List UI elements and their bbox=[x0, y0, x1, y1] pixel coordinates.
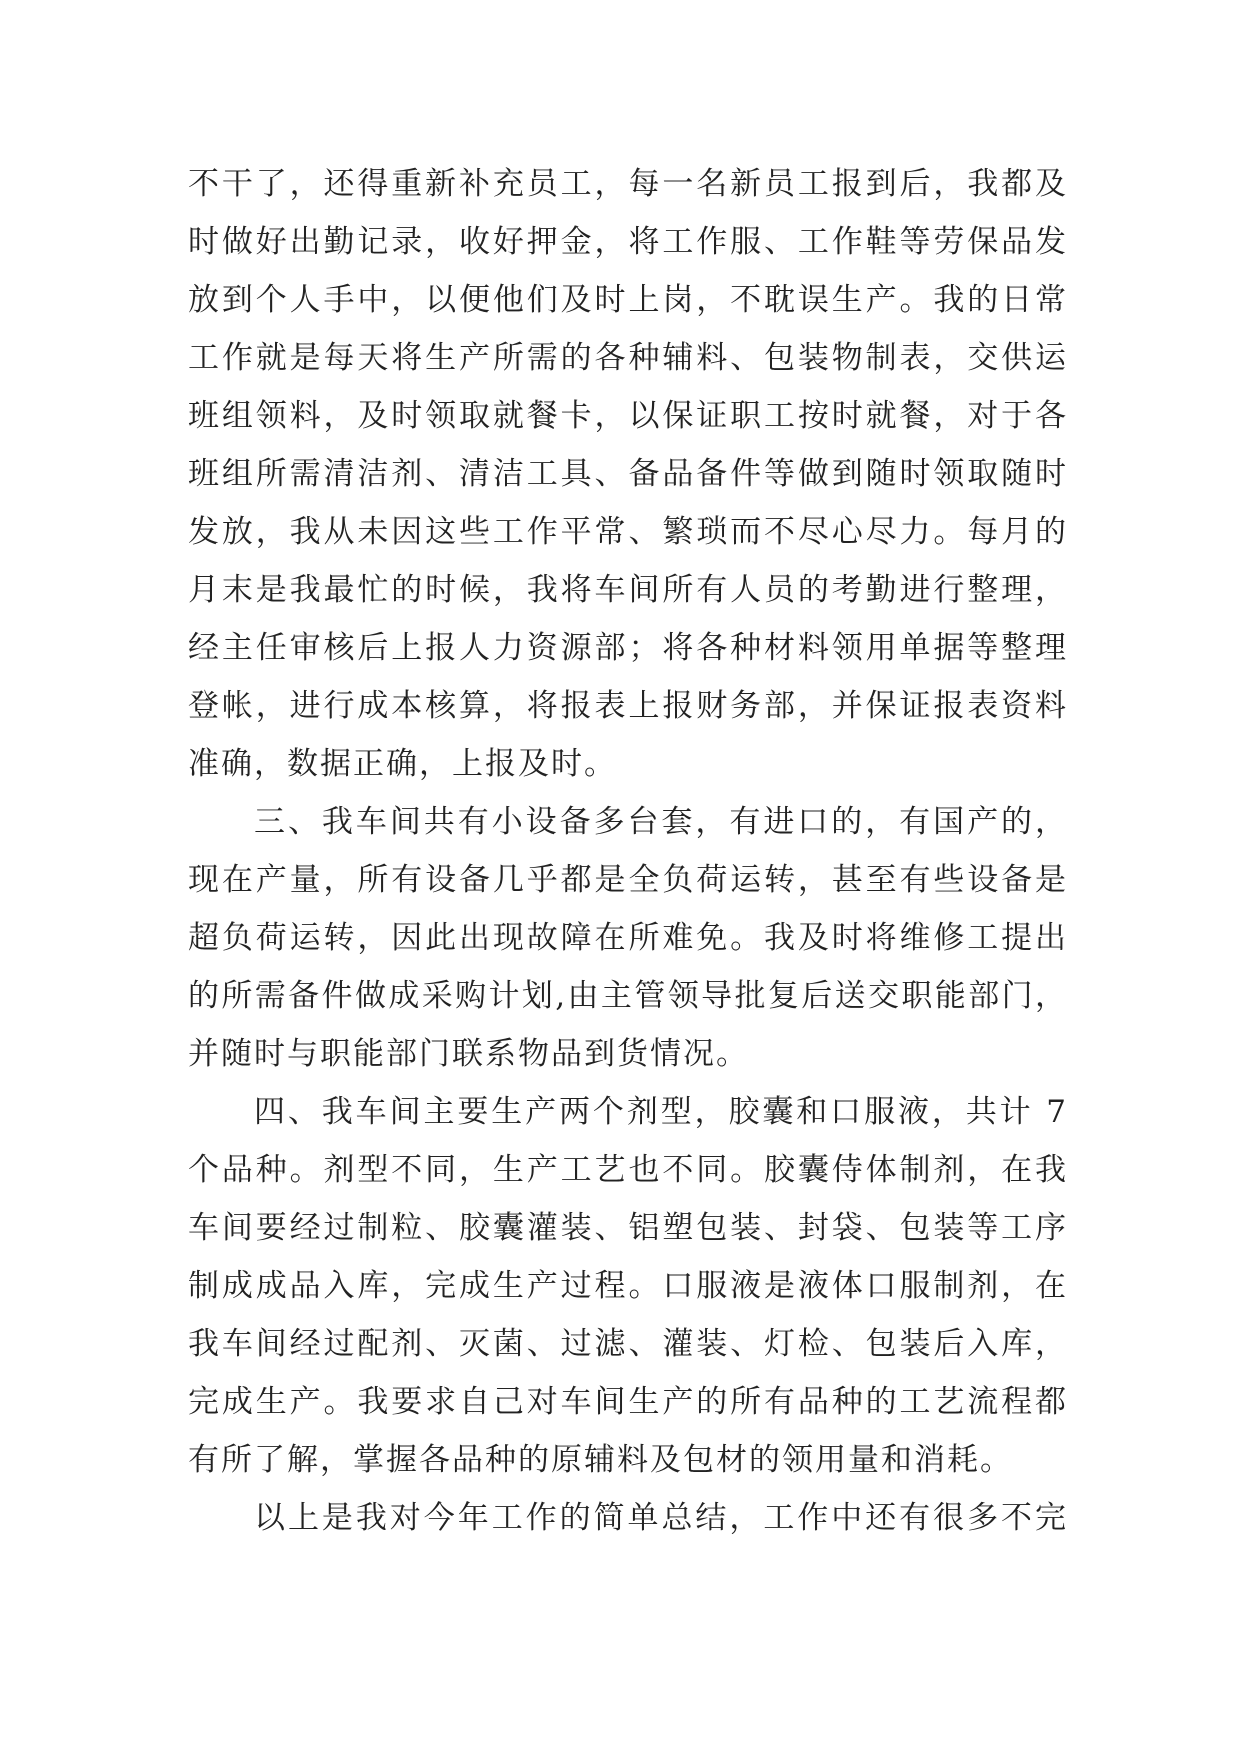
text-line: 月末是我最忙的时候，我将车间所有人员的考勤进行整理， bbox=[188, 572, 1068, 608]
text-line: 个品种。剂型不同，生产工艺也不同。胶囊侍体制剂，在我 bbox=[188, 1152, 1068, 1188]
text-line: 现在产量，所有设备几乎都是全负荷运转，甚至有些设备是 bbox=[188, 862, 1068, 898]
document-body bbox=[188, 155, 1068, 1547]
text-line: 三、我车间共有小设备多台套，有进口的，有国产的， bbox=[254, 804, 1068, 840]
paragraph bbox=[188, 793, 1068, 1083]
text-line: 有所了解，掌握各品种的原辅料及包材的领用量和消耗。 bbox=[188, 1442, 1013, 1478]
text-line: 时做好出勤记录，收好押金，将工作服、工作鞋等劳保品发 bbox=[188, 224, 1068, 260]
paragraph bbox=[188, 1083, 1068, 1489]
text-line: 放到个人手中，以便他们及时上岗，不耽误生产。我的日常 bbox=[188, 282, 1068, 318]
text-line: 准确，数据正确，上报及时。 bbox=[188, 746, 617, 782]
text-line: 登帐，进行成本核算，将报表上报财务部，并保证报表资料 bbox=[188, 688, 1068, 724]
paragraph bbox=[188, 1489, 1068, 1547]
text-line: 班组所需清洁剂、清洁工具、备品备件等做到随时领取随时 bbox=[188, 456, 1068, 492]
text-line: 四、我车间主要生产两个剂型，胶囊和口服液，共计 7 bbox=[254, 1094, 1068, 1130]
paragraph bbox=[188, 155, 1068, 793]
text-line: 的所需备件做成采购计划,由主管领导批复后送交职能部门， bbox=[188, 978, 1068, 1014]
text-line: 完成生产。我要求自己对车间生产的所有品种的工艺流程都 bbox=[188, 1384, 1068, 1420]
text-line: 以上是我对今年工作的简单总结，工作中还有很多不完 bbox=[254, 1500, 1068, 1536]
text-line: 超负荷运转，因此出现故障在所难免。我及时将维修工提出 bbox=[188, 920, 1068, 956]
text-line: 班组领料，及时领取就餐卡，以保证职工按时就餐，对于各 bbox=[188, 398, 1068, 434]
text-line: 不干了，还得重新补充员工，每一名新员工报到后，我都及 bbox=[188, 166, 1068, 202]
text-line: 我车间经过配剂、灭菌、过滤、灌装、灯检、包装后入库， bbox=[188, 1326, 1068, 1362]
text-line: 工作就是每天将生产所需的各种辅料、包装物制表，交供运 bbox=[188, 340, 1068, 376]
text-line: 经主任审核后上报人力资源部；将各种材料领用单据等整理 bbox=[188, 630, 1068, 666]
text-line: 发放，我从未因这些工作平常、繁琐而不尽心尽力。每月的 bbox=[188, 514, 1068, 550]
text-line: 车间要经过制粒、胶囊灌装、铝塑包装、封袋、包装等工序 bbox=[188, 1210, 1068, 1246]
text-line: 并随时与职能部门联系物品到货情况。 bbox=[188, 1036, 749, 1072]
text-line: 制成成品入库，完成生产过程。口服液是液体口服制剂，在 bbox=[188, 1268, 1068, 1304]
